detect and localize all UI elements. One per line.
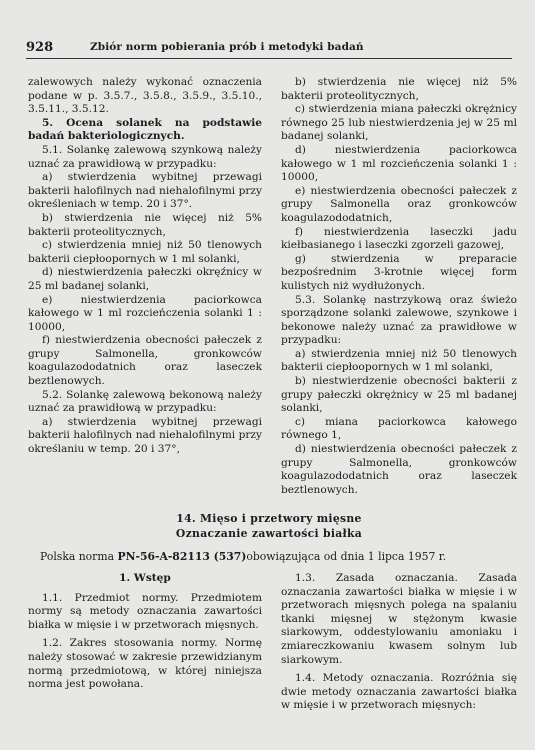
- subsection-heading: 1. Wstęp: [119, 572, 171, 584]
- paragraph: zalewowych należy wykonać oznaczenia podane w p. 3.5.7., 3.5.8., 3.5.9., 3.5.10., 3.5.11., 3.5.12.: [28, 76, 262, 116]
- list-item: d) niestwierdzenia pałeczki okręźnicy w 25 ml badanej solanki,: [28, 266, 262, 292]
- paragraph: 1.2. Zakres stosowania normy. Normę należy stosować w zakresie przewidzianym normą przedmiotową, w której niniejsza norma jest powołana.: [28, 637, 262, 691]
- norm-reference: [40, 550, 520, 563]
- list-item: a) stwierdzenia mniej niż 50 tlenowych bakterii ciepłoopornych w 1 ml solanki,: [281, 347, 517, 374]
- list-item: e) niestwierdzenia obecności pałeczek z grupy Salmonella oraz gronkowców koagulazododatnich,: [281, 184, 517, 224]
- list-item: c) stwierdzenia mniej niż 50 tlenowych bakterii ciepłoopornych w 1 ml solanki,: [28, 239, 262, 265]
- chapter-title: 14. Mięso i przetwory mięsne: [176, 512, 362, 525]
- paragraph: 1.3. Zasada oznaczania. Zasada oznaczania zawartości białka w mięsie i w przetworach mięsnych polega na spalaniu tkanki mięsnej w stężonym kwasie siarkowym, oddestylowaniu amoniaku i zmiareczkowaniu kwasem solnym lub siarkowym.: [281, 572, 517, 666]
- lower-left-column: [28, 572, 262, 692]
- chapter-subtitle: Oznaczanie zawartości białka: [175, 527, 363, 540]
- list-item: d) niestwierdzenia paciorkowca kałowego w 1 ml rozcieńczenia solanki 1 : 10000,: [281, 143, 517, 184]
- right-column: [281, 76, 517, 497]
- section-heading: 5. Ocena solanek na podstawie badań bakteriologicznych.: [28, 116, 262, 143]
- list-item: c) stwierdzenia miana pałeczki okrężnicy równego 25 lub niestwierdzenia jej w 25 ml badanej solanki,: [281, 103, 517, 143]
- lower-right-column: [281, 572, 517, 713]
- norm-code: PN-56-A-82113 (537): [117, 550, 247, 563]
- list-item: b) stwierdzenia nie więcej niż 5% bakterii proteolitycznych,: [28, 211, 262, 238]
- page-number: 928: [26, 40, 54, 55]
- left-column: [28, 76, 262, 457]
- list-item: c) miana paciorkowca kałowego równego 1,: [281, 415, 517, 442]
- norm-prefix: Polska norma: [40, 550, 115, 563]
- list-item: g) stwierdzenia w preparacie bezpośrednim 3-krotnie więcej form kulistych niż wydłużonych.: [281, 252, 517, 292]
- paragraph: 5.1. Solankę zalewową szynkową należy uznać za prawidłową w przypadku:: [28, 143, 262, 170]
- list-item: e) niestwierdzenia paciorkowca kałowego w 1 ml rozcieńczenia solanki 1 : 10000,: [28, 293, 262, 333]
- list-item: a) stwierdzenia wybitnej przewagi bakterii halofilnych nad niehalofilnymi przy określeniach w temp. 20 i 37°.: [28, 171, 262, 211]
- list-item: b) niestwierdzenie obecności bakterii z grupy pałeczki okrężnicy w 25 ml badanej solanki,: [281, 375, 517, 415]
- list-item: a) stwierdzenia wybitnej przewagi bakterii halofilnych nad niehalofilnymi przy określaniu w temp. 20 i 37°,: [28, 415, 262, 456]
- paragraph: 1.4. Metody oznaczania. Rozróżnia się dwie metody oznaczania zawartości białka w mięsie i w przetworach mięsnych:: [281, 672, 517, 712]
- list-item: d) niestwierdzenia obecności pałeczek z grupy Salmonella, gronkowców koagulazododatnich oraz laseczek beztlenowych.: [281, 443, 517, 496]
- norm-validity: obowiązująca od dnia 1 lipca 1957 r.: [246, 550, 447, 563]
- paragraph: 1.1. Przedmiot normy. Przedmiotem normy są metody oznaczania zawartości białka w mięsie i w przetworach mięsnych.: [28, 591, 262, 631]
- paragraph: 5.3. Solankę nastrzykową oraz świeżo sporządzone solanki zalewowe, szynkowe i bekonowe należy uznać za prawidłowe w przypadku:: [281, 293, 517, 347]
- list-item: f) niestwierdzenia obecności pałeczek z grupy Salmonella, gronkowców koagulazododatnich oraz laseczek beztlenowych.: [28, 334, 262, 388]
- list-item: f) niestwierdzenia laseczki jadu kiełbasianego i laseczki zgorzeli gazowej,: [281, 225, 517, 252]
- paragraph: 5.2. Solankę zalewową bekonową należy uznać za prawidłową w przypadku:: [28, 388, 262, 415]
- page-header: [26, 40, 512, 59]
- running-title: Zbiór norm pobierania prób i metodyki badań: [90, 41, 364, 53]
- list-item: b) stwierdzenia nie więcej niż 5% bakterii proteolitycznych,: [281, 76, 517, 102]
